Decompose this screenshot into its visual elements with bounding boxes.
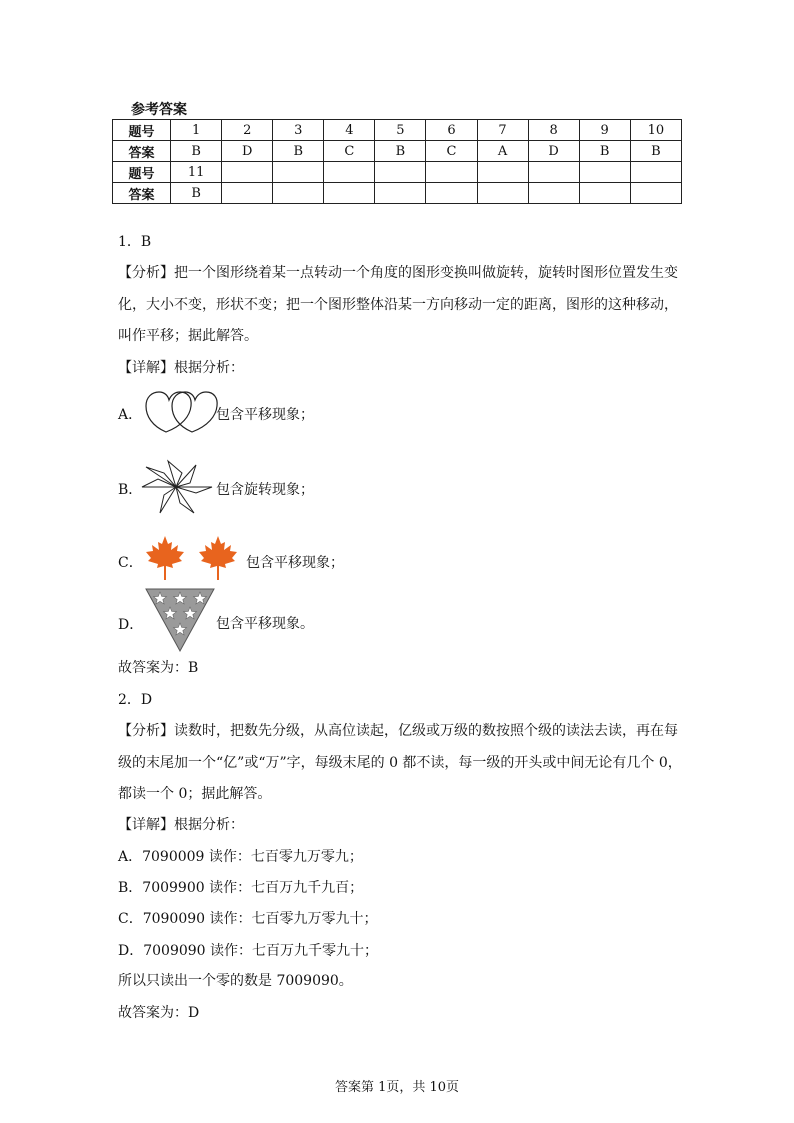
two-hearts-figure [144, 390, 216, 434]
q2-item: C．7090090 读作：七百零九万零九十； [118, 911, 378, 927]
table-cell [477, 162, 528, 183]
q2-item: D．7009090 读作：七百万九千零九十； [118, 943, 379, 959]
option-letter: A． [118, 407, 143, 423]
q2-item: B．7009900 读作：七百万九千九百； [118, 880, 364, 896]
q1-analysis-line: 叫作平移；据此解答。 [118, 328, 258, 344]
table-cell [630, 162, 681, 183]
table-cell [579, 183, 630, 204]
q1-conclusion: 故答案为：B [118, 660, 199, 676]
q2-conclusion: 故答案为：D [118, 1005, 200, 1021]
table-cell: B [170, 141, 221, 162]
table-header-cell: 答案 [113, 141, 171, 162]
q1-analysis-line: 化，大小不变，形状不变；把一个图形整体沿某一方向移动一定的距离，图形的这种移动， [118, 297, 678, 313]
q1-detail: 【详解】根据分析： [118, 360, 244, 376]
table-cell [477, 183, 528, 204]
table-header-cell: 答案 [113, 183, 171, 204]
table-cell [324, 183, 375, 204]
table-cell: 1 [170, 120, 221, 141]
table-cell [426, 183, 477, 204]
table-cell: D [528, 141, 579, 162]
table-cell: B [579, 141, 630, 162]
answer-table [112, 119, 682, 204]
q2-item: A．7090009 读作：七百零九万零九； [118, 849, 363, 865]
q2-analysis-line: 都读一个 0；据此解答。 [118, 786, 272, 802]
pinwheel-figure [138, 459, 214, 515]
table-cell [579, 162, 630, 183]
q1-heading: 1．B [118, 234, 152, 250]
q2-detail: 【详解】根据分析： [118, 817, 244, 833]
table-cell [528, 162, 579, 183]
table-cell: 3 [273, 120, 324, 141]
q2-analysis-line: 级的末尾加一个“亿”或“万”字，每级末尾的 0 都不读，每一级的开头或中间无论有几个 0， [118, 755, 682, 771]
table-cell: 5 [375, 120, 426, 141]
table-cell [375, 183, 426, 204]
table-cell: 10 [630, 120, 681, 141]
table-header-cell: 题号 [113, 120, 171, 141]
option-letter: B． [118, 482, 143, 498]
table-row [113, 162, 682, 183]
option-text: 包含平移现象； [216, 407, 314, 423]
maple-leaf-icon [144, 534, 186, 580]
table-cell [324, 162, 375, 183]
table-cell [273, 183, 324, 204]
table-cell: 8 [528, 120, 579, 141]
q2-summary: 所以只读出一个零的数是 7009090。 [118, 973, 353, 989]
table-cell: B [273, 141, 324, 162]
table-header-cell: 题号 [113, 162, 171, 183]
option-text: 包含平移现象。 [216, 616, 314, 632]
table-cell: 9 [579, 120, 630, 141]
star-triangle-figure [144, 587, 216, 653]
answer-title: 参考答案 [131, 102, 187, 118]
table-cell: 7 [477, 120, 528, 141]
option-letter: D． [118, 617, 144, 633]
maple-leaf-icon [197, 534, 239, 580]
q1-analysis-line: 【分析】把一个图形绕着某一点转动一个角度的图形变换叫做旋转，旋转时图形位置发生变 [118, 265, 678, 281]
table-cell: C [426, 141, 477, 162]
table-cell: 4 [324, 120, 375, 141]
table-row [113, 141, 682, 162]
table-cell: C [324, 141, 375, 162]
table-cell [630, 183, 681, 204]
table-cell: 6 [426, 120, 477, 141]
table-cell [528, 183, 579, 204]
option-text: 包含平移现象； [246, 555, 344, 571]
table-cell [222, 183, 273, 204]
table-row [113, 183, 682, 204]
table-cell: A [477, 141, 528, 162]
table-cell: B [170, 183, 221, 204]
table-cell [222, 162, 273, 183]
q2-heading: 2．D [118, 692, 153, 708]
table-cell [375, 162, 426, 183]
option-letter: C． [118, 555, 143, 571]
q2-analysis-line: 【分析】读数时，把数先分级，从高位读起，亿级或万级的数按照个级的读法去读，再在每 [118, 723, 678, 739]
table-cell: B [375, 141, 426, 162]
table-cell [426, 162, 477, 183]
table-cell: B [630, 141, 681, 162]
table-cell: 11 [170, 162, 221, 183]
table-row [113, 120, 682, 141]
table-cell: D [222, 141, 273, 162]
option-text: 包含旋转现象； [216, 482, 314, 498]
page-footer: 答案第 1页，共 10页 [334, 1080, 460, 1095]
table-cell: 2 [222, 120, 273, 141]
table-cell [273, 162, 324, 183]
